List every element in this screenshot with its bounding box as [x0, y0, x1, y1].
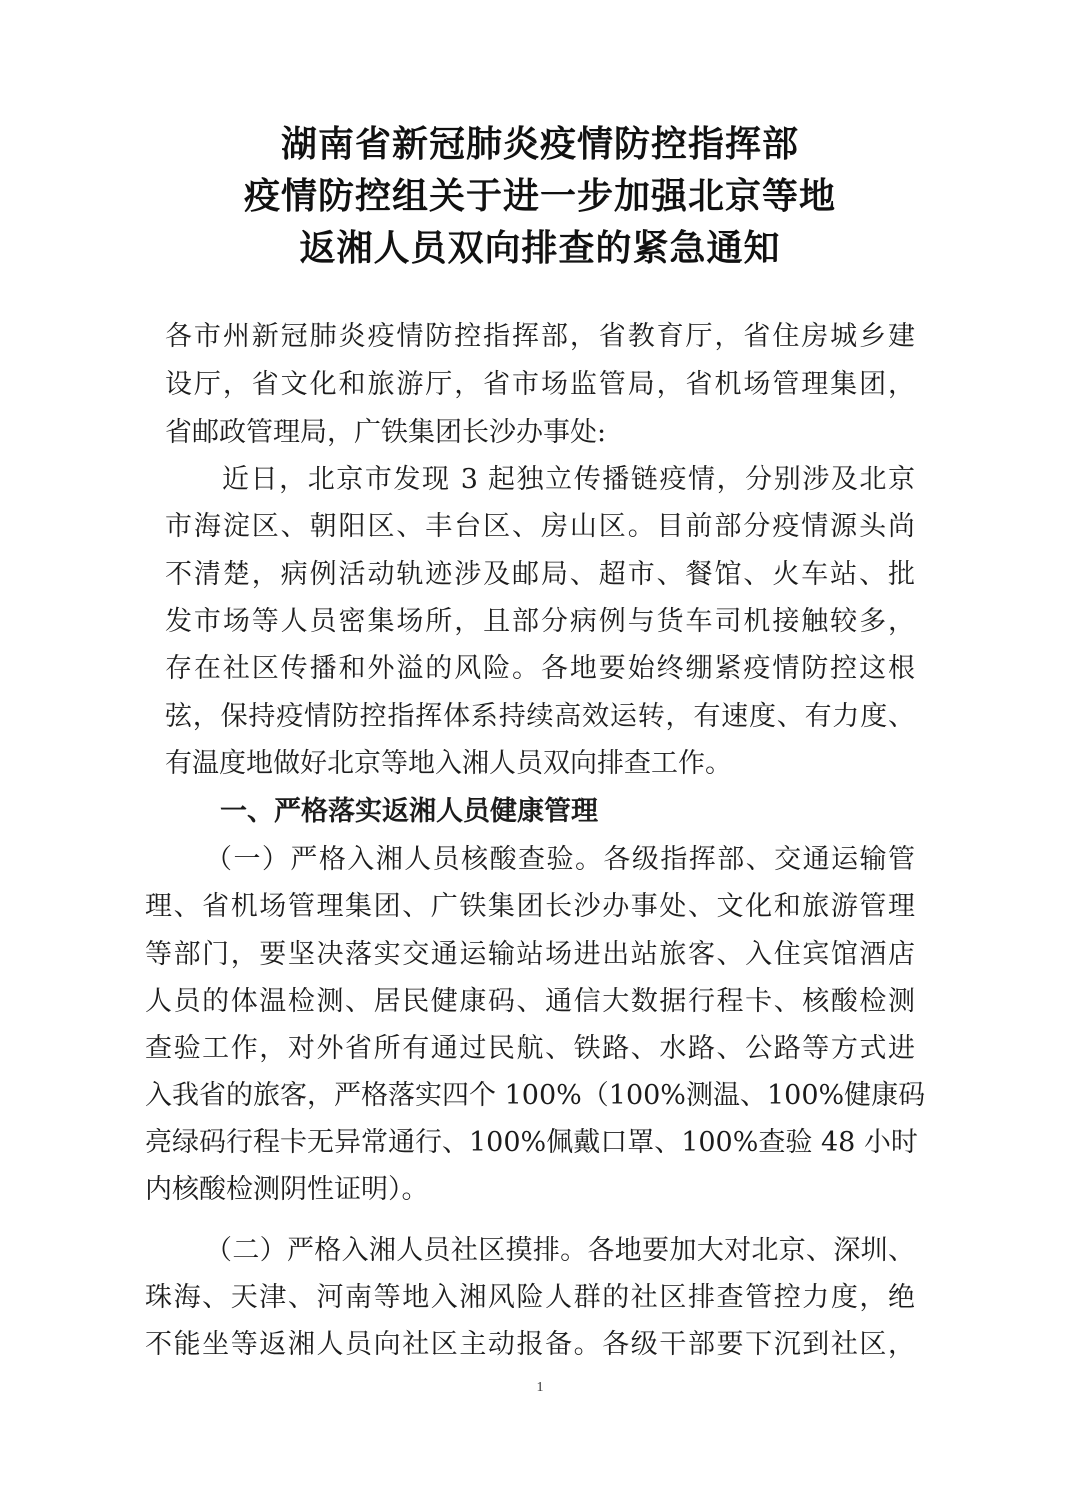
intro-line: 近日，北京市发现 3 起独立传播链疫情，分别涉及北京: [222, 464, 915, 495]
item1-line: 人员的体温检测、居民健康码、通信大数据行程卡、核酸检测: [145, 986, 915, 1017]
item1-line: 等部门，要坚决落实交通运输站场进出站旅客、入住宾馆酒店: [145, 939, 915, 970]
item2-line: （二）严格入湘人员社区摸排。各地要加大对北京、深圳、: [205, 1235, 915, 1266]
title-line-3: 返湘人员双向排查的紧急通知: [299, 227, 781, 269]
intro-line: 弦，保持疫情防控指挥体系持续高效运转，有速度、有力度、: [165, 701, 915, 732]
document-title: [0, 118, 1080, 274]
title-line-1: 湖南省新冠肺炎疫情防控指挥部: [280, 123, 799, 165]
intro-line: 市海淀区、朝阳区、丰台区、房山区。目前部分疫情源头尚: [165, 511, 915, 542]
recipients-line: 各市州新冠肺炎疫情防控指挥部，省教育厅，省住房城乡建: [165, 321, 915, 352]
item2-line: 不能坐等返湘人员向社区主动报备。各级干部要下沉到社区，: [145, 1329, 915, 1360]
page-number: 1: [536, 1380, 544, 1395]
item1-line: 入我省的旅客，严格落实四个 100%（100%测温、100%健康码: [145, 1080, 926, 1111]
item1-line: 理、省机场管理集团、广铁集团长沙办事处、文化和旅游管理: [145, 891, 915, 922]
section-heading: 一、严格落实返湘人员健康管理: [220, 796, 598, 827]
intro-line: 存在社区传播和外溢的风险。各地要始终绷紧疫情防控这根: [165, 653, 915, 684]
item1-line: 内核酸检测阴性证明）。: [145, 1174, 429, 1205]
item2-line: 珠海、天津、河南等地入湘风险人群的社区排查管控力度，绝: [145, 1282, 915, 1313]
intro-line: 不清楚，病例活动轨迹涉及邮局、超市、餐馆、火车站、批: [165, 559, 915, 590]
intro-line: 有温度地做好北京等地入湘人员双向排查工作。: [165, 748, 732, 779]
item1-line: 查验工作，对外省所有通过民航、铁路、水路、公路等方式进: [145, 1033, 915, 1064]
recipients-line: 省邮政管理局，广铁集团长沙办事处:: [165, 417, 607, 448]
item1-line: 亮绿码行程卡无异常通行、100%佩戴口罩、100%查验 48 小时: [145, 1127, 918, 1158]
item1-line: （一）严格入湘人员核酸查验。各级指挥部、交通运输管: [205, 844, 915, 875]
intro-line: 发市场等人员密集场所，且部分病例与货车司机接触较多，: [165, 606, 915, 637]
title-line-2: 疫情防控组关于进一步加强北京等地: [243, 175, 836, 217]
recipients-line: 设厅，省文化和旅游厅，省市场监管局，省机场管理集团，: [165, 369, 915, 400]
